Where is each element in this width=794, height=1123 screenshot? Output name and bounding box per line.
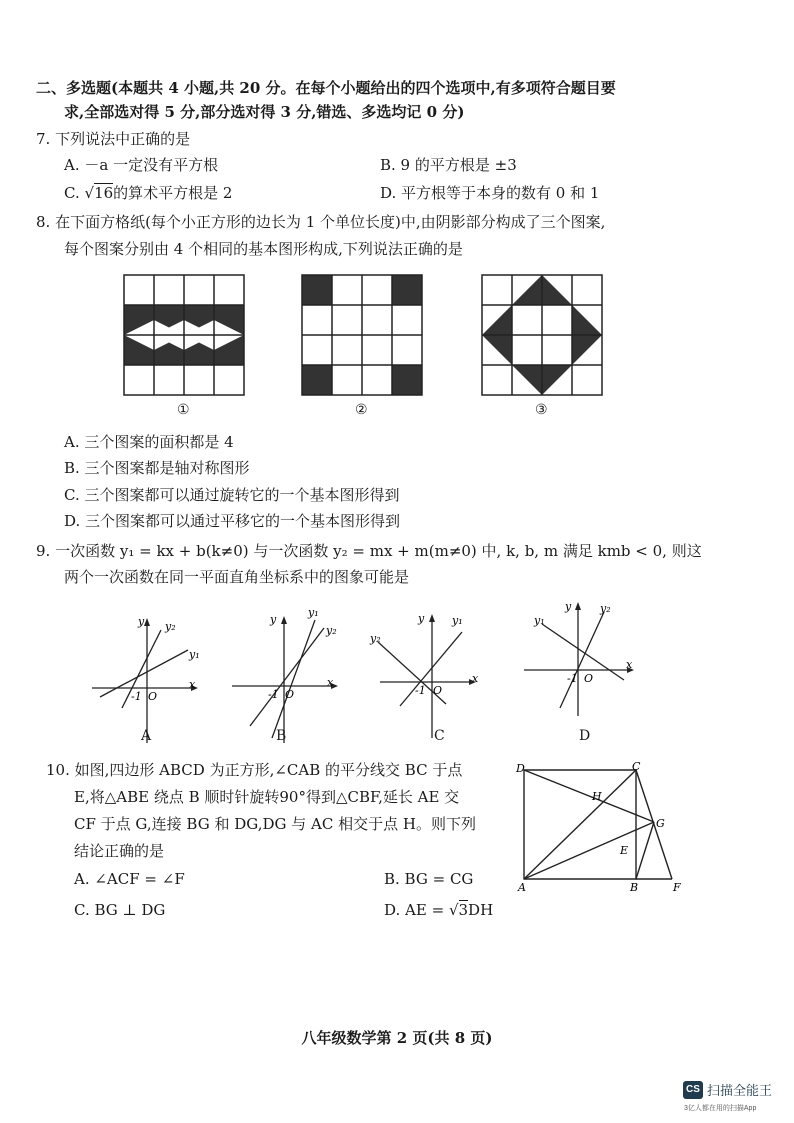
- q9-graph-d: [520, 598, 635, 718]
- q10-stem-line1: 10. 如图,四边形 ABCD 为正方形,∠CAB 的平分线交 BC 于点: [46, 761, 463, 779]
- figure2-shaded-tl: [302, 275, 332, 305]
- q9-graph-b: [232, 608, 342, 743]
- q9-graph-a: [92, 608, 202, 743]
- q10-stem-line2: E,将△ABE 绕点 B 顺时针旋转90°得到△CBF,延长 AE 交: [74, 788, 460, 806]
- camscanner-name: 扫描全能王: [707, 1083, 773, 1098]
- graph-c-y2-label: y₂: [370, 632, 381, 645]
- graph-a-y1-label: y₁: [189, 648, 200, 661]
- q10-stem-line4: 结论正确的是: [74, 842, 165, 860]
- graph-b-minus-one: -1: [268, 688, 279, 701]
- graph-d-y2-label: y₂: [600, 602, 611, 615]
- q7-stem: 7. 下列说法中正确的是: [36, 130, 191, 148]
- q7-option-c: [64, 182, 232, 204]
- figure2-shaded-bl: [302, 365, 332, 395]
- q8-option-c: C. 三个图案都可以通过旋转它的一个基本图形得到: [64, 486, 400, 504]
- q7-option-c-prefix: C.: [64, 184, 80, 202]
- q10-geometry-figure: [512, 760, 687, 895]
- graph-c-minus-one: -1: [415, 684, 426, 697]
- q9-stem-line2: 两个一次函数在同一平面直角坐标系中的图象可能是: [64, 568, 410, 586]
- q9-graph-a-caption: A: [141, 728, 152, 744]
- graph-a-y-label: y: [138, 615, 145, 628]
- q8-option-b: B. 三个图案都是轴对称图形: [64, 459, 250, 477]
- graph-b-y-label: y: [270, 613, 277, 626]
- q9-graph-d-caption: D: [579, 728, 591, 744]
- graph-d-x-label: x: [626, 658, 633, 671]
- sqrt-symbol: √: [84, 184, 95, 202]
- camscanner-tagline: 3亿人都在用的扫描App: [684, 1105, 757, 1112]
- point-h-label: H: [592, 790, 602, 803]
- q9-graph-c-caption: C: [434, 728, 445, 744]
- q10-option-a: A. ∠ACF = ∠F: [74, 870, 185, 888]
- point-b-label: B: [630, 881, 639, 894]
- q7-option-a: A. －a 一定没有平方根: [64, 156, 219, 174]
- q8-stem-line1: 8. 在下面方格纸(每个小正方形的边长为 1 个单位长度)中,由阴影部分构成了三个图案,: [36, 213, 606, 231]
- graph-c-origin: O: [433, 684, 443, 697]
- q7-option-c-suffix: 的算术平方根是 2: [113, 184, 233, 202]
- q8-figure-3-label: ③: [535, 402, 548, 418]
- graph-b-y1-label: y₁: [308, 606, 319, 619]
- q10-option-d-prefix: D. AE =: [384, 901, 445, 919]
- graph-b-origin: O: [285, 688, 295, 701]
- q8-stem-line2: 每个图案分别由 4 个相同的基本图形构成,下列说法正确的是: [64, 240, 463, 258]
- graph-b-x-label: x: [327, 676, 334, 689]
- q7-option-d: D. 平方根等于本身的数有 0 和 1: [380, 184, 600, 202]
- figure2-shaded-br: [392, 365, 422, 395]
- q10-option-c: C. BG ⊥ DG: [74, 901, 166, 919]
- q10-stem-line3: CF 于点 G,连接 BG 和 DG,DG 与 AC 相交于点 H。则下列: [74, 815, 476, 833]
- section-header-line2: 求,全部选对得 5 分,部分选对得 3 分,错选、多选均记 0 分): [64, 103, 465, 121]
- point-c-label: C: [632, 760, 641, 773]
- q9-stem-line1: 9. 一次函数 y₁ = kx + b(k≠0) 与一次函数 y₂ = mx + m(m≠0) 中, k, b, m 满足 kmb < 0, 则这: [36, 542, 702, 560]
- graph-c-y1-label: y₁: [452, 614, 463, 627]
- q9-graph-c: [370, 608, 480, 743]
- graph-d-y1-label: y₁: [534, 614, 545, 627]
- graph-c-x-label: x: [472, 672, 479, 685]
- q8-figure-2-label: ②: [355, 402, 368, 418]
- graph-a-minus-one: -1: [131, 690, 142, 703]
- graph-a-origin: O: [148, 690, 158, 703]
- camscanner-logo-icon: CS: [683, 1081, 703, 1099]
- graph-c-y-label: y: [418, 612, 425, 625]
- q8-figure-2: [302, 275, 422, 395]
- point-a-label: A: [518, 881, 526, 894]
- q8-option-d: D. 三个图案都可以通过平移它的一个基本图形得到: [64, 512, 401, 530]
- q10-option-d-radicand: 3: [458, 901, 469, 919]
- q10-option-b: B. BG = CG: [384, 870, 474, 888]
- point-f-label: F: [673, 881, 681, 894]
- graph-d-y-label: y: [565, 600, 572, 613]
- point-d-label: D: [516, 762, 525, 775]
- q10-option-d: [384, 899, 493, 921]
- q8-figure-3: [482, 275, 602, 395]
- point-e-label: E: [620, 844, 629, 857]
- q8-figure-1-label: ①: [177, 402, 190, 418]
- q7-option-b: B. 9 的平方根是 ±3: [380, 156, 517, 174]
- graph-d-minus-one: -1: [567, 672, 578, 685]
- figure2-shaded-tr: [392, 275, 422, 305]
- graph-b-y2-label: y₂: [326, 624, 337, 637]
- graph-a-x-label: x: [189, 678, 196, 691]
- section-header-line1: 二、多选题(本题共 4 小题,共 20 分。在每个小题给出的四个选项中,有多项符合题目要: [36, 79, 616, 97]
- graph-d-origin: O: [584, 672, 594, 685]
- page-footer: 八年级数学第 2 页(共 8 页): [301, 1029, 493, 1047]
- q9-graph-b-caption: B: [276, 728, 287, 744]
- point-g-label: G: [656, 817, 665, 830]
- q7-option-c-radicand: 16: [94, 184, 114, 202]
- sqrt-symbol: √: [448, 901, 459, 919]
- graph-a-y2-label: y₂: [165, 620, 176, 633]
- q8-option-a: A. 三个图案的面积都是 4: [64, 433, 234, 451]
- q8-figure-1: [124, 275, 244, 395]
- q10-option-d-suffix: DH: [468, 901, 494, 919]
